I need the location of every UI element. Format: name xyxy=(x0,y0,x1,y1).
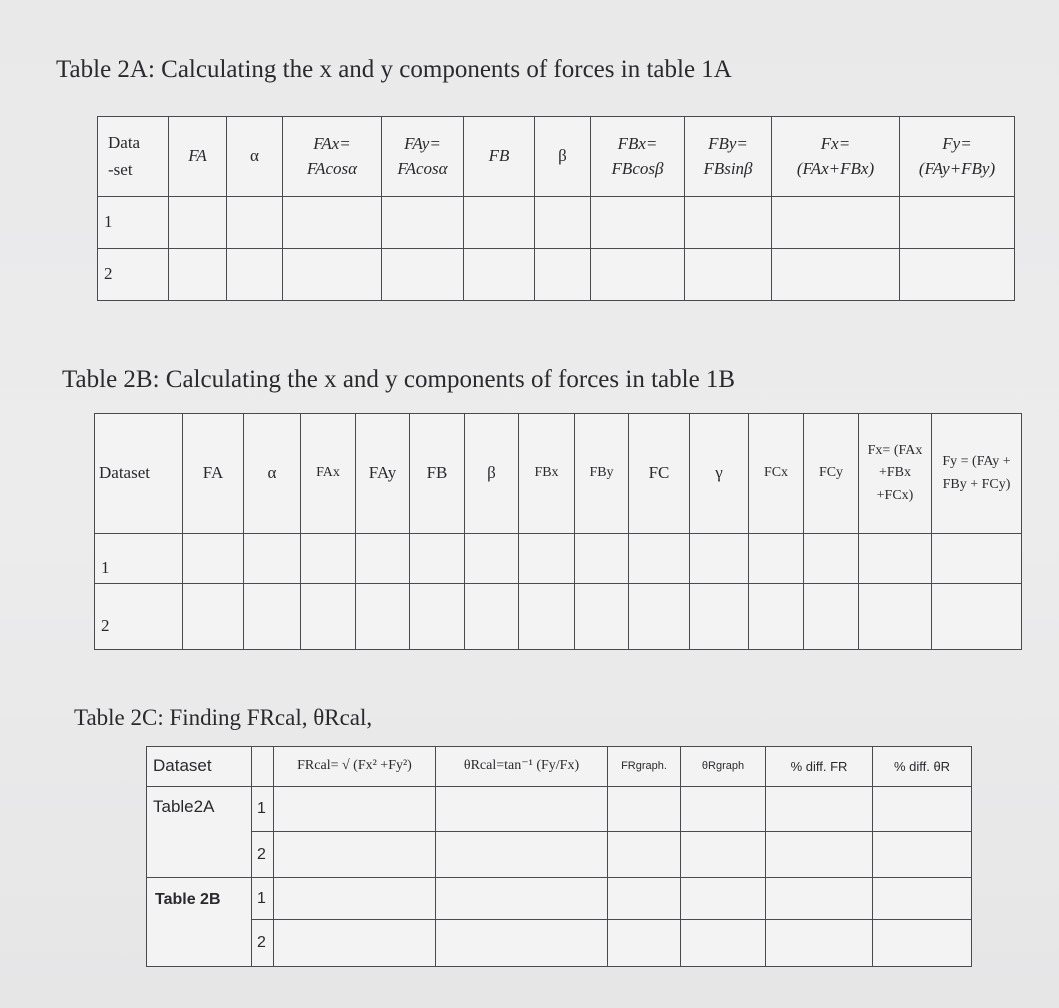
header-beta-text: β xyxy=(558,146,567,166)
table-2b xyxy=(94,413,1022,650)
cell[interactable] xyxy=(749,534,804,584)
cell[interactable] xyxy=(436,832,608,878)
header-thetargraph: θRgraph xyxy=(681,747,766,787)
header-thetarcal: θRcal=tan⁻¹ (Fy/Fx) xyxy=(436,747,608,787)
cell[interactable] xyxy=(766,832,873,878)
header-fby-line1: FBy= xyxy=(708,134,748,154)
cell[interactable] xyxy=(804,534,859,584)
cell[interactable] xyxy=(681,920,766,967)
cell[interactable] xyxy=(873,832,972,878)
cell[interactable] xyxy=(410,584,465,650)
cell[interactable] xyxy=(436,920,608,967)
header-fcy: FCy xyxy=(804,414,859,534)
header-beta: β xyxy=(465,414,519,534)
cell[interactable] xyxy=(227,197,283,249)
header-fb-text: FB xyxy=(488,146,510,166)
cell[interactable] xyxy=(283,197,382,249)
row-label: 2 xyxy=(252,920,274,967)
header-fax xyxy=(283,117,382,197)
group-label: Table 2B xyxy=(147,878,252,967)
cell[interactable] xyxy=(464,249,535,301)
header-fax-line1: FAx= xyxy=(313,134,351,154)
header-fy-line2: (FAy+FBy) xyxy=(918,158,996,178)
cell[interactable] xyxy=(766,920,873,967)
cell[interactable] xyxy=(244,584,301,650)
cell[interactable] xyxy=(608,920,681,967)
table-row xyxy=(95,584,1022,650)
table-2c-header-row xyxy=(147,747,972,787)
cell[interactable] xyxy=(535,197,591,249)
cell[interactable] xyxy=(244,534,301,584)
cell[interactable] xyxy=(608,878,681,920)
header-fay-line2: FAcosα xyxy=(397,158,448,178)
table-row xyxy=(147,878,972,920)
header-fcx: FCx xyxy=(749,414,804,534)
header-dataset: Dataset xyxy=(147,747,252,787)
header-fb: FB xyxy=(410,414,465,534)
table-2a-header-row xyxy=(98,117,1015,197)
cell[interactable] xyxy=(900,249,1015,301)
header-fay xyxy=(382,117,464,197)
cell[interactable] xyxy=(608,787,681,832)
cell[interactable] xyxy=(575,534,629,584)
cell[interactable] xyxy=(591,197,685,249)
cell[interactable] xyxy=(465,584,519,650)
cell[interactable] xyxy=(690,584,749,650)
cell[interactable] xyxy=(766,878,873,920)
cell[interactable] xyxy=(356,584,410,650)
table-2a xyxy=(97,116,1015,301)
header-fax: FAx xyxy=(301,414,356,534)
cell[interactable] xyxy=(183,534,244,584)
header-dataset: Dataset xyxy=(95,414,183,534)
cell[interactable] xyxy=(382,197,464,249)
group-label: Table2A xyxy=(147,787,252,878)
header-fa xyxy=(169,117,227,197)
cell[interactable] xyxy=(274,832,436,878)
cell[interactable] xyxy=(465,534,519,584)
cell[interactable] xyxy=(410,534,465,584)
cell[interactable] xyxy=(685,197,772,249)
cell[interactable] xyxy=(749,584,804,650)
table-row xyxy=(147,920,972,967)
row-label: 2 xyxy=(95,584,183,650)
header-alpha-text: α xyxy=(250,146,259,166)
header-fx xyxy=(772,117,900,197)
header-dataset-line1: Data xyxy=(108,133,141,153)
cell[interactable] xyxy=(873,920,972,967)
table-row xyxy=(95,534,1022,584)
row-label: 2 xyxy=(252,832,274,878)
header-fa-text: FA xyxy=(188,146,207,166)
header-fy-line1: Fy= xyxy=(942,134,972,154)
cell[interactable] xyxy=(685,249,772,301)
header-alpha: α xyxy=(244,414,301,534)
header-fay: FAy xyxy=(356,414,410,534)
header-dataset xyxy=(98,117,169,197)
cell[interactable] xyxy=(629,584,690,650)
header-blank xyxy=(252,747,274,787)
cell[interactable] xyxy=(681,832,766,878)
header-fbx-line2: FBcosβ xyxy=(611,158,664,178)
cell[interactable] xyxy=(283,249,382,301)
row-label: 1 xyxy=(98,197,169,249)
cell[interactable] xyxy=(301,534,356,584)
table-row xyxy=(147,787,972,832)
header-pct-theta: % diff. θR xyxy=(873,747,972,787)
cell[interactable] xyxy=(772,249,900,301)
cell[interactable] xyxy=(690,534,749,584)
cell[interactable] xyxy=(169,197,227,249)
cell[interactable] xyxy=(274,878,436,920)
row-label: 1 xyxy=(252,878,274,920)
header-pct-fr: % diff. FR xyxy=(766,747,873,787)
header-alpha xyxy=(227,117,283,197)
cell[interactable] xyxy=(932,584,1022,650)
cell[interactable] xyxy=(183,584,244,650)
header-fb xyxy=(464,117,535,197)
cell[interactable] xyxy=(356,534,410,584)
cell[interactable] xyxy=(436,787,608,832)
cell[interactable] xyxy=(681,787,766,832)
header-fby: FBy xyxy=(575,414,629,534)
cell[interactable] xyxy=(873,787,972,832)
cell[interactable] xyxy=(274,787,436,832)
header-fx-line1: Fx= xyxy=(820,134,851,154)
cell[interactable] xyxy=(859,534,932,584)
cell[interactable] xyxy=(227,249,283,301)
header-fx-line2: (FAx+FBx) xyxy=(796,158,875,178)
table-2c-title: Table 2C: Finding FRcal, θRcal, xyxy=(74,705,373,730)
header-fbx xyxy=(591,117,685,197)
table-row xyxy=(98,249,1015,301)
header-fby-line2: FBsinβ xyxy=(703,158,753,178)
cell[interactable] xyxy=(681,878,766,920)
header-fa: FA xyxy=(183,414,244,534)
cell[interactable] xyxy=(575,584,629,650)
cell[interactable] xyxy=(900,197,1015,249)
cell[interactable] xyxy=(535,249,591,301)
cell[interactable] xyxy=(436,878,608,920)
cell[interactable] xyxy=(766,787,873,832)
cell[interactable] xyxy=(382,249,464,301)
table-2b-title: Table 2B: Calculating the x and y components of forces in table 1B xyxy=(62,366,736,393)
table-row xyxy=(98,197,1015,249)
header-fc: FC xyxy=(629,414,690,534)
cell[interactable] xyxy=(519,584,575,650)
header-gamma: γ xyxy=(690,414,749,534)
header-fx: Fx= (FAx +FBx +FCx) xyxy=(859,414,932,534)
cell[interactable] xyxy=(464,197,535,249)
header-beta xyxy=(535,117,591,197)
cell[interactable] xyxy=(804,584,859,650)
header-fbx: FBx xyxy=(519,414,575,534)
cell[interactable] xyxy=(274,920,436,967)
table-2c xyxy=(146,746,972,967)
header-fbx-line1: FBx= xyxy=(617,134,658,154)
header-fay-line1: FAy= xyxy=(404,134,441,154)
cell[interactable] xyxy=(859,584,932,650)
header-fax-line2: FAcosα xyxy=(306,158,358,178)
header-fy: Fy = (FAy + FBy + FCy) xyxy=(932,414,1022,534)
cell[interactable] xyxy=(169,249,227,301)
row-label: 2 xyxy=(98,249,169,301)
table-row xyxy=(147,832,972,878)
cell[interactable] xyxy=(932,534,1022,584)
header-fy xyxy=(900,117,1015,197)
row-label: 1 xyxy=(252,787,274,832)
cell[interactable] xyxy=(591,249,685,301)
cell[interactable] xyxy=(873,878,972,920)
cell[interactable] xyxy=(301,584,356,650)
cell[interactable] xyxy=(608,832,681,878)
header-fby xyxy=(685,117,772,197)
table-2a-title: Table 2A: Calculating the x and y components of forces in table 1A xyxy=(56,56,732,83)
row-label: 1 xyxy=(95,534,183,584)
cell[interactable] xyxy=(629,534,690,584)
header-frcal: FRcal= √ (Fx² +Fy²) xyxy=(274,747,436,787)
header-frgraph: FRgraph. xyxy=(608,747,681,787)
cell[interactable] xyxy=(772,197,900,249)
cell[interactable] xyxy=(519,534,575,584)
table-2b-header-row xyxy=(95,414,1022,534)
header-dataset-line2: -set xyxy=(108,159,133,179)
